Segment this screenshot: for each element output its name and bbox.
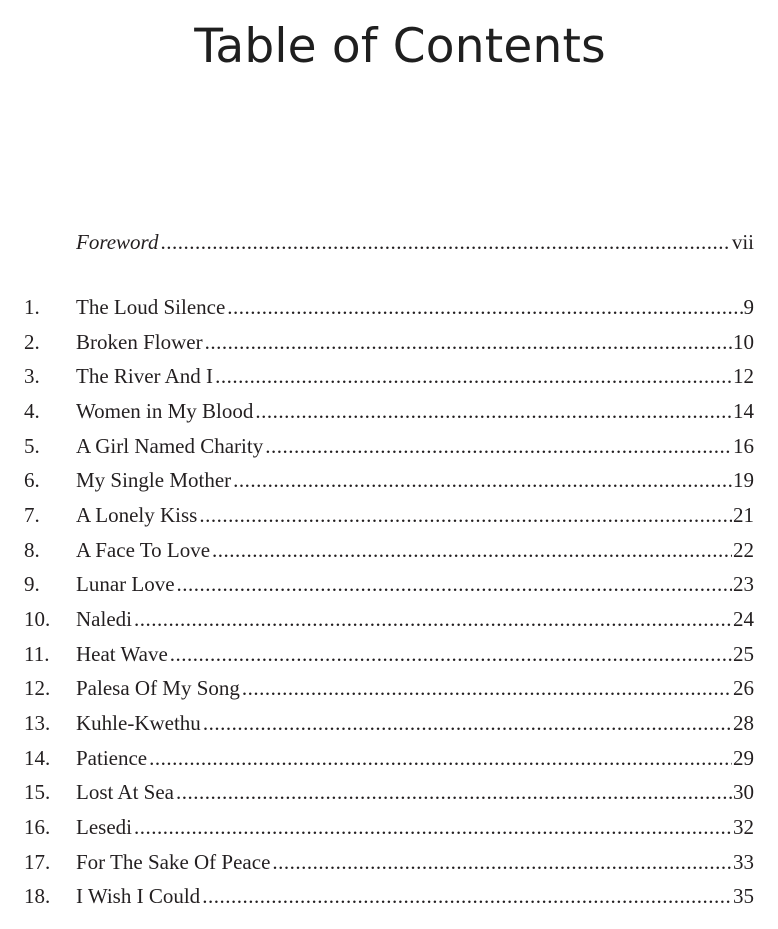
toc-entry-page: 29 <box>733 746 754 770</box>
toc-entry[interactable] <box>24 673 754 703</box>
toc-entry-title: A Girl Named Charity <box>76 434 264 458</box>
dot-leader <box>160 227 730 257</box>
toc-entry[interactable] <box>24 708 754 738</box>
dot-leader <box>233 465 732 495</box>
dot-leader <box>212 535 732 565</box>
dot-leader <box>134 812 732 842</box>
toc-entry-page: 9 <box>743 295 754 319</box>
toc-entry-line <box>76 292 754 322</box>
toc-entry-page: 19 <box>733 468 754 492</box>
toc-entry-page: 21 <box>733 503 754 527</box>
toc-entry-page: 28 <box>733 711 754 735</box>
page-title: Table of Contents <box>194 19 606 74</box>
toc-entry[interactable] <box>24 569 754 599</box>
toc-entry-title: The Loud Silence <box>76 295 226 319</box>
toc-entry-line <box>76 743 754 773</box>
dot-leader <box>199 500 732 530</box>
dot-leader <box>265 431 732 461</box>
toc-entry-page: vii <box>731 230 754 254</box>
dot-leader <box>170 639 732 669</box>
toc-entry-page: 22 <box>733 538 754 562</box>
dot-leader <box>176 777 732 807</box>
toc-entry-page: 12 <box>733 364 754 388</box>
toc-entry-page: 30 <box>733 780 754 804</box>
toc-entry-line <box>76 604 754 634</box>
toc-entry-title: Lunar Love <box>76 572 175 596</box>
toc-entry-number: 11. <box>24 642 50 666</box>
dot-leader <box>134 604 732 634</box>
dot-leader <box>202 881 732 911</box>
toc-entry-number: 14. <box>24 746 51 770</box>
toc-entry-number: 13. <box>24 711 51 735</box>
toc-entry[interactable] <box>24 743 754 773</box>
toc-entry-number: 4. <box>24 399 40 423</box>
dot-leader <box>255 396 732 426</box>
toc-entry-line <box>76 465 754 495</box>
toc-entry-page: 10 <box>733 330 754 354</box>
toc-entry-number: 9. <box>24 572 40 596</box>
toc-entry-title: Palesa Of My Song <box>76 676 240 700</box>
dot-leader <box>149 743 732 773</box>
toc-entry[interactable] <box>24 292 754 322</box>
toc-entry-line <box>76 812 754 842</box>
toc-entry[interactable] <box>24 812 754 842</box>
toc-entry-title: I Wish I Could <box>76 884 201 908</box>
toc-entry-number: 1. <box>24 295 40 319</box>
toc-entry-page: 35 <box>733 884 754 908</box>
dot-leader <box>215 361 732 391</box>
toc-entry-title: Broken Flower <box>76 330 203 354</box>
toc-entry-title: A Lonely Kiss <box>76 503 198 527</box>
toc-entry-foreword[interactable] <box>24 227 754 257</box>
toc-entry-title: A Face To Love <box>76 538 211 562</box>
toc-entry[interactable] <box>24 639 754 669</box>
toc-entry[interactable] <box>24 361 754 391</box>
toc-entry-number: 15. <box>24 780 51 804</box>
toc-entry-number: 8. <box>24 538 40 562</box>
toc-entry-title: Foreword <box>76 230 159 254</box>
toc-entry-number: 3. <box>24 364 40 388</box>
toc-entry-line <box>76 535 754 565</box>
toc-entry-title: Patience <box>76 746 148 770</box>
toc-entry[interactable] <box>24 847 754 877</box>
toc-entry-number: 7. <box>24 503 40 527</box>
toc-entry-line <box>76 327 754 357</box>
toc-entry-page: 32 <box>733 815 754 839</box>
toc-entry-title: Heat Wave <box>76 642 168 666</box>
toc-entry-page: 25 <box>733 642 754 666</box>
toc-entry-page: 14 <box>733 399 754 423</box>
toc-entry[interactable] <box>24 465 754 495</box>
toc-entry[interactable] <box>24 431 754 461</box>
toc-entry[interactable] <box>24 396 754 426</box>
toc-entry-number: 17. <box>24 850 51 874</box>
toc-entry-number: 12. <box>24 676 51 700</box>
toc-entry-page: 26 <box>733 676 754 700</box>
toc-entry-line <box>76 396 754 426</box>
toc-entry-title: The River And I <box>76 364 214 388</box>
toc-entry-line <box>76 708 754 738</box>
toc-entry-line <box>76 361 754 391</box>
toc-entry-line <box>76 847 754 877</box>
toc-entry-number: 2. <box>24 330 40 354</box>
toc-entry-title: Women in My Blood <box>76 399 254 423</box>
toc-entry-number: 10. <box>24 607 51 631</box>
toc-entry-page: 24 <box>733 607 754 631</box>
toc-entry-title: Naledi <box>76 607 132 631</box>
toc-entry-title: My Single Mother <box>76 468 232 492</box>
toc-entry-title: For The Sake Of Peace <box>76 850 271 874</box>
dot-leader <box>242 673 732 703</box>
toc-entry[interactable] <box>24 500 754 530</box>
dot-leader <box>177 569 732 599</box>
toc-entry[interactable] <box>24 881 754 911</box>
toc-entry-page: 33 <box>733 850 754 874</box>
toc-entry-number: 6. <box>24 468 40 492</box>
toc-entry-number: 16. <box>24 815 51 839</box>
dot-leader <box>227 292 742 322</box>
toc-entry[interactable] <box>24 604 754 634</box>
toc-entry-page: 16 <box>733 434 754 458</box>
toc-entry-line <box>76 500 754 530</box>
toc-entry-number: 5. <box>24 434 40 458</box>
toc-entry-title: Lesedi <box>76 815 132 839</box>
toc-entry-page: 23 <box>733 572 754 596</box>
toc-entry-line <box>76 569 754 599</box>
toc-entry-line <box>76 673 754 703</box>
toc-entry[interactable] <box>24 535 754 565</box>
dot-leader <box>203 708 732 738</box>
toc-entry[interactable] <box>24 327 754 357</box>
toc-entry-line <box>76 227 754 257</box>
dot-leader <box>272 847 732 877</box>
toc-entry-line <box>76 639 754 669</box>
toc-entry-line <box>76 881 754 911</box>
toc-entry-number: 18. <box>24 884 51 908</box>
toc-entry-title: Lost At Sea <box>76 780 174 804</box>
toc-entry-line <box>76 777 754 807</box>
toc-entry-title: Kuhle-Kwethu <box>76 711 201 735</box>
toc-entry-line <box>76 431 754 461</box>
dot-leader <box>205 327 732 357</box>
toc-entry[interactable] <box>24 777 754 807</box>
